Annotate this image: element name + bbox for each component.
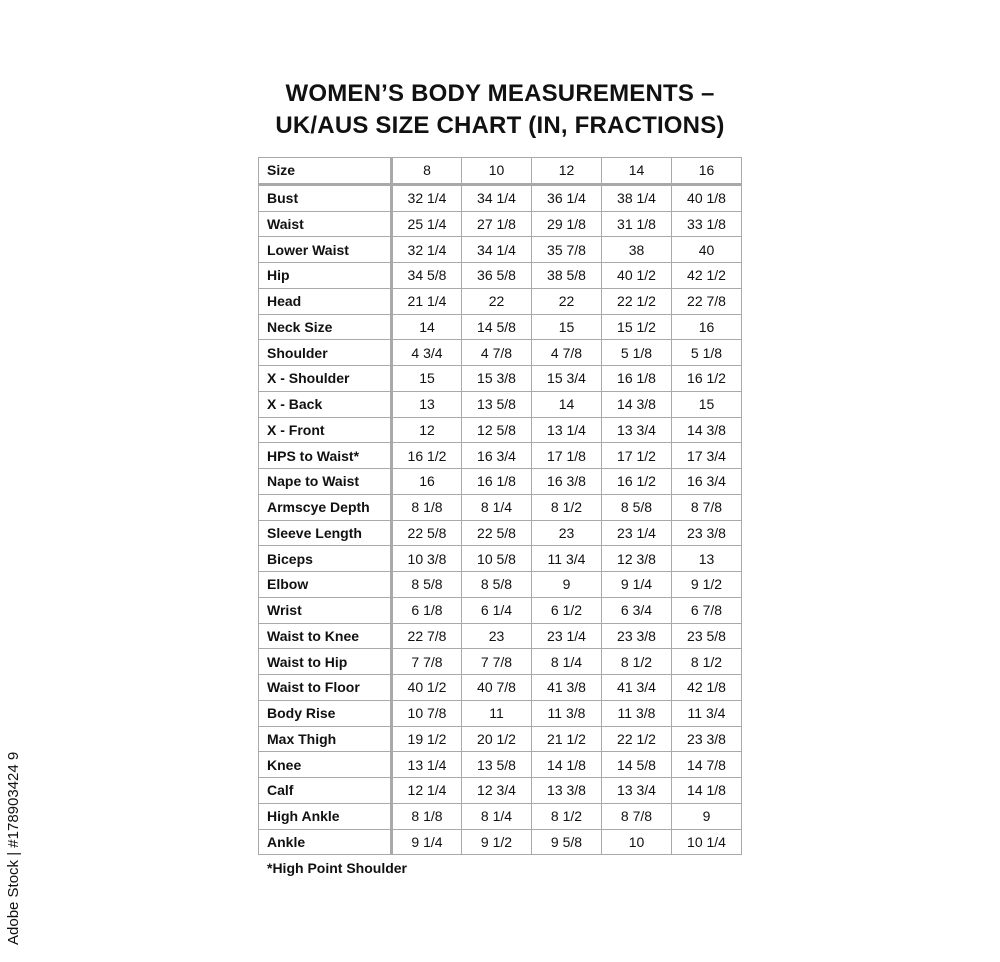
measurement-cell: 23 3/8: [672, 520, 742, 546]
measurement-cell: 16: [392, 469, 462, 495]
measurement-cell: 15: [532, 314, 602, 340]
measurement-cell: 14 7/8: [672, 752, 742, 778]
measurement-cell: 8 1/2: [602, 649, 672, 675]
measurement-cell: 38 5/8: [532, 263, 602, 289]
row-label: X - Front: [259, 417, 392, 443]
row-label: Head: [259, 288, 392, 314]
table-header-row: [259, 158, 742, 185]
measurement-cell: 32 1/4: [392, 184, 462, 211]
row-label: Body Rise: [259, 700, 392, 726]
measurement-cell: 5 1/8: [602, 340, 672, 366]
size-header-cell: 12: [532, 158, 602, 185]
measurement-cell: 23 5/8: [672, 623, 742, 649]
measurement-cell: 11 3/8: [532, 700, 602, 726]
row-label: Waist to Knee: [259, 623, 392, 649]
measurement-cell: 13 5/8: [462, 752, 532, 778]
measurement-cell: 11 3/4: [532, 546, 602, 572]
measurement-cell: 8 5/8: [602, 494, 672, 520]
table-row: [259, 752, 742, 778]
measurement-cell: 8 7/8: [672, 494, 742, 520]
measurement-cell: 40 1/8: [672, 184, 742, 211]
size-header-cell: 16: [672, 158, 742, 185]
row-label: Armscye Depth: [259, 494, 392, 520]
measurement-cell: 23 1/4: [602, 520, 672, 546]
measurement-cell: 8 1/4: [532, 649, 602, 675]
measurement-cell: 25 1/4: [392, 211, 462, 237]
measurement-cell: 36 1/4: [532, 184, 602, 211]
table-row: [259, 726, 742, 752]
measurement-cell: 16 1/2: [602, 469, 672, 495]
row-label: Elbow: [259, 572, 392, 598]
size-chart-table: [258, 157, 742, 855]
row-label: Hip: [259, 263, 392, 289]
table-row: [259, 700, 742, 726]
footnote: *High Point Shoulder: [267, 860, 407, 876]
row-label: High Ankle: [259, 803, 392, 829]
measurement-cell: 10 5/8: [462, 546, 532, 572]
measurement-cell: 16 1/8: [602, 366, 672, 392]
row-label: Shoulder: [259, 340, 392, 366]
measurement-cell: 4 3/4: [392, 340, 462, 366]
measurement-cell: 32 1/4: [392, 237, 462, 263]
measurement-cell: 11: [462, 700, 532, 726]
measurement-cell: 9 5/8: [532, 829, 602, 855]
measurement-cell: 36 5/8: [462, 263, 532, 289]
table-row: [259, 572, 742, 598]
table-row: [259, 649, 742, 675]
measurement-cell: 7 7/8: [462, 649, 532, 675]
measurement-cell: 8 7/8: [602, 803, 672, 829]
table-row: [259, 829, 742, 855]
row-label: Nape to Waist: [259, 469, 392, 495]
measurement-cell: 21 1/2: [532, 726, 602, 752]
table-row: [259, 546, 742, 572]
row-label: Ankle: [259, 829, 392, 855]
table-row: [259, 314, 742, 340]
measurement-cell: 9: [672, 803, 742, 829]
measurement-cell: 11 3/8: [602, 700, 672, 726]
row-label: Wrist: [259, 597, 392, 623]
measurement-cell: 42 1/2: [672, 263, 742, 289]
table-row: [259, 263, 742, 289]
row-label: Lower Waist: [259, 237, 392, 263]
measurement-cell: 10 7/8: [392, 700, 462, 726]
measurement-cell: 13 1/4: [392, 752, 462, 778]
measurement-cell: 40 1/2: [392, 675, 462, 701]
measurement-cell: 13 5/8: [462, 391, 532, 417]
measurement-cell: 22 1/2: [602, 288, 672, 314]
measurement-cell: 8 1/8: [392, 494, 462, 520]
measurement-cell: 8 1/8: [392, 803, 462, 829]
measurement-cell: 6 3/4: [602, 597, 672, 623]
measurement-cell: 16: [672, 314, 742, 340]
measurement-cell: 16 3/4: [672, 469, 742, 495]
measurement-cell: 10 3/8: [392, 546, 462, 572]
measurement-cell: 16 1/8: [462, 469, 532, 495]
measurement-cell: 10: [602, 829, 672, 855]
measurement-cell: 34 1/4: [462, 184, 532, 211]
measurement-cell: 23: [532, 520, 602, 546]
chart-title: [0, 78, 1000, 142]
measurement-cell: 17 3/4: [672, 443, 742, 469]
table-row: [259, 417, 742, 443]
measurement-cell: 17 1/8: [532, 443, 602, 469]
measurement-cell: 13: [392, 391, 462, 417]
row-label: Max Thigh: [259, 726, 392, 752]
measurement-cell: 22: [462, 288, 532, 314]
measurement-cell: 13 3/8: [532, 778, 602, 804]
header-label: Size: [259, 158, 392, 185]
measurement-cell: 9 1/2: [462, 829, 532, 855]
measurement-cell: 8 1/2: [532, 803, 602, 829]
measurement-cell: 14 1/8: [532, 752, 602, 778]
measurement-cell: 9 1/4: [392, 829, 462, 855]
table-row: [259, 494, 742, 520]
measurement-cell: 12 3/4: [462, 778, 532, 804]
chart-title-line-2: UK/AUS SIZE CHART (IN, FRACTIONS): [275, 112, 725, 139]
measurement-cell: 16 1/2: [672, 366, 742, 392]
measurement-cell: 4 7/8: [532, 340, 602, 366]
measurement-cell: 22 5/8: [462, 520, 532, 546]
measurement-cell: 6 7/8: [672, 597, 742, 623]
measurement-cell: 12 3/8: [602, 546, 672, 572]
measurement-cell: 35 7/8: [532, 237, 602, 263]
measurement-cell: 14 1/8: [672, 778, 742, 804]
measurement-cell: 40 1/2: [602, 263, 672, 289]
measurement-cell: 27 1/8: [462, 211, 532, 237]
table-row: [259, 443, 742, 469]
row-label: Calf: [259, 778, 392, 804]
measurement-cell: 8 5/8: [392, 572, 462, 598]
measurement-cell: 14 3/8: [672, 417, 742, 443]
measurement-cell: 33 1/8: [672, 211, 742, 237]
measurement-cell: 34 5/8: [392, 263, 462, 289]
table-row: [259, 288, 742, 314]
measurement-cell: 34 1/4: [462, 237, 532, 263]
row-label: Biceps: [259, 546, 392, 572]
size-header-cell: 10: [462, 158, 532, 185]
measurement-cell: 23 3/8: [602, 623, 672, 649]
table-row: [259, 597, 742, 623]
measurement-cell: 16 3/8: [532, 469, 602, 495]
measurement-cell: 9 1/2: [672, 572, 742, 598]
measurement-cell: 15 1/2: [602, 314, 672, 340]
row-label: Bust: [259, 184, 392, 211]
measurement-cell: 23: [462, 623, 532, 649]
measurement-cell: 6 1/2: [532, 597, 602, 623]
measurement-cell: 15 3/4: [532, 366, 602, 392]
table-row: [259, 366, 742, 392]
row-label: Neck Size: [259, 314, 392, 340]
measurement-cell: 19 1/2: [392, 726, 462, 752]
measurement-cell: 9 1/4: [602, 572, 672, 598]
measurement-cell: 14: [532, 391, 602, 417]
measurement-cell: 41 3/4: [602, 675, 672, 701]
measurement-cell: 22: [532, 288, 602, 314]
row-label: X - Back: [259, 391, 392, 417]
row-label: Waist to Hip: [259, 649, 392, 675]
size-header-cell: 14: [602, 158, 672, 185]
table-row: [259, 623, 742, 649]
measurement-cell: 42 1/8: [672, 675, 742, 701]
size-header-cell: 8: [392, 158, 462, 185]
measurement-cell: 9: [532, 572, 602, 598]
measurement-cell: 13 1/4: [532, 417, 602, 443]
measurement-cell: 13 3/4: [602, 778, 672, 804]
measurement-cell: 23 1/4: [532, 623, 602, 649]
measurement-cell: 16 3/4: [462, 443, 532, 469]
measurement-cell: 16 1/2: [392, 443, 462, 469]
measurement-cell: 41 3/8: [532, 675, 602, 701]
stock-credit-watermark: Adobe Stock | #178903424 9: [5, 751, 22, 945]
measurement-cell: 29 1/8: [532, 211, 602, 237]
measurement-cell: 8 1/4: [462, 494, 532, 520]
measurement-cell: 23 3/8: [672, 726, 742, 752]
row-label: X - Shoulder: [259, 366, 392, 392]
size-chart-body: [259, 158, 742, 855]
table-row: [259, 211, 742, 237]
measurement-cell: 8 1/2: [532, 494, 602, 520]
measurement-cell: 14 5/8: [462, 314, 532, 340]
measurement-cell: 38 1/4: [602, 184, 672, 211]
measurement-cell: 15 3/8: [462, 366, 532, 392]
row-label: HPS to Waist*: [259, 443, 392, 469]
measurement-cell: 7 7/8: [392, 649, 462, 675]
measurement-cell: 22 1/2: [602, 726, 672, 752]
table-row: [259, 778, 742, 804]
measurement-cell: 38: [602, 237, 672, 263]
measurement-cell: 15: [392, 366, 462, 392]
chart-title-line-1: WOMEN’S BODY MEASUREMENTS –: [285, 80, 715, 107]
measurement-cell: 20 1/2: [462, 726, 532, 752]
measurement-cell: 14: [392, 314, 462, 340]
measurement-cell: 14 5/8: [602, 752, 672, 778]
measurement-cell: 15: [672, 391, 742, 417]
table-row: [259, 469, 742, 495]
table-row: [259, 520, 742, 546]
measurement-cell: 6 1/8: [392, 597, 462, 623]
table-row: [259, 340, 742, 366]
measurement-cell: 4 7/8: [462, 340, 532, 366]
measurement-cell: 40 7/8: [462, 675, 532, 701]
row-label: Sleeve Length: [259, 520, 392, 546]
measurement-cell: 22 5/8: [392, 520, 462, 546]
table-row: [259, 184, 742, 211]
table-row: [259, 675, 742, 701]
measurement-cell: 12: [392, 417, 462, 443]
measurement-cell: 6 1/4: [462, 597, 532, 623]
measurement-cell: 10 1/4: [672, 829, 742, 855]
measurement-cell: 11 3/4: [672, 700, 742, 726]
table-row: [259, 391, 742, 417]
measurement-cell: 5 1/8: [672, 340, 742, 366]
row-label: Waist to Floor: [259, 675, 392, 701]
measurement-cell: 22 7/8: [672, 288, 742, 314]
table-row: [259, 803, 742, 829]
measurement-cell: 8 5/8: [462, 572, 532, 598]
measurement-cell: 22 7/8: [392, 623, 462, 649]
measurement-cell: 13: [672, 546, 742, 572]
measurement-cell: 12 5/8: [462, 417, 532, 443]
measurement-cell: 8 1/2: [672, 649, 742, 675]
measurement-cell: 8 1/4: [462, 803, 532, 829]
measurement-cell: 17 1/2: [602, 443, 672, 469]
row-label: Knee: [259, 752, 392, 778]
measurement-cell: 40: [672, 237, 742, 263]
measurement-cell: 13 3/4: [602, 417, 672, 443]
measurement-cell: 31 1/8: [602, 211, 672, 237]
measurement-cell: 12 1/4: [392, 778, 462, 804]
measurement-cell: 21 1/4: [392, 288, 462, 314]
row-label: Waist: [259, 211, 392, 237]
table-row: [259, 237, 742, 263]
measurement-cell: 14 3/8: [602, 391, 672, 417]
